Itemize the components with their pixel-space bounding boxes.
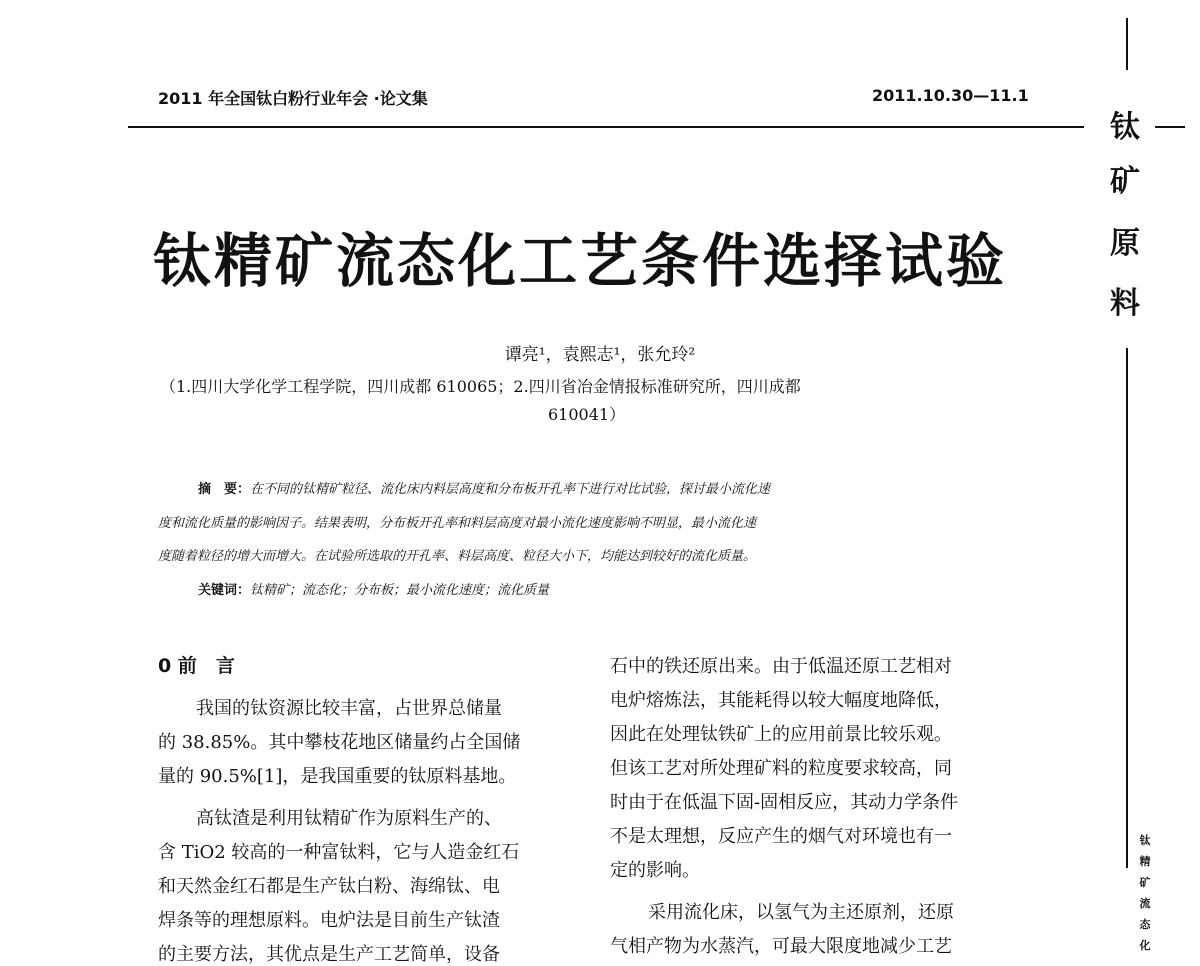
keywords-label: 关键词： <box>198 583 251 598</box>
body-line: 和天然金红石都是生产钛白粉、海绵钛、电 <box>158 876 500 897</box>
body-line: 时由于在低温下固-固相反应，其动力学条件 <box>610 792 959 813</box>
body-line: 但该工艺对所处理矿料的粒度要求较高，同 <box>610 758 952 779</box>
side-tab-line <box>1126 348 1128 868</box>
body-line: 的主要方法，其优点是生产工艺简单，设备 <box>158 944 500 965</box>
body-line: 的 38.85%。其中攀枝花地区储量约占全国储 <box>158 732 521 753</box>
body-line: 石中的铁还原出来。由于低温还原工艺相对 <box>610 656 952 677</box>
abstract-line-1 <box>198 478 770 497</box>
body-line: 焊条等的理想原料。电炉法是目前生产钛渣 <box>158 910 500 931</box>
header-rule-tab <box>1155 126 1185 128</box>
body-line: 因此在处理钛铁矿上的应用前景比较乐观。 <box>610 724 952 745</box>
body-line: 气相产物为水蒸汽，可最大限度地减少工艺 <box>610 936 952 957</box>
affiliation-line-1: （1.四川大学化学工程学院，四川成都 610065；2.四川省冶金情报标准研究所，四川成都 <box>160 377 801 396</box>
body-line: 量的 90.5%[1]，是我国重要的钛原料基地。 <box>158 766 517 787</box>
abstract-label: 摘 要： <box>198 482 251 497</box>
side-tab-char: 矿 <box>1110 164 1140 199</box>
body-line: 定的影响。 <box>610 860 700 881</box>
header-rule <box>128 126 1084 128</box>
body-line: 电炉熔炼法，其能耗得以较大幅度地降低， <box>610 690 952 711</box>
side-tab-char: 料 <box>1110 286 1140 321</box>
body-line: 含 TiO2 较高的一种富钛料，它与人造金红石 <box>158 842 520 863</box>
affiliation-line-2: 610041） <box>548 405 626 424</box>
side-running-title: 钛精矿流态化 <box>1139 834 1151 952</box>
body-line: 不是太理想，反应产生的烟气对环境也有一 <box>610 826 952 847</box>
side-tab-char: 原 <box>1110 226 1140 261</box>
abstract-line-3: 度随着粒径的增大而增大。在试验所选取的开孔率、料层高度、粒径大小下，均能达到较好的流化质量。 <box>158 549 757 564</box>
running-header-left: 2011 年全国钛白粉行业年会 ·论文集 <box>158 89 428 108</box>
paper-title: 钛精矿流态化工艺条件选择试验 <box>152 227 1007 295</box>
keywords-text: 钛精矿；流态化；分布板；最小流化速度；流化质量 <box>250 583 550 598</box>
side-tab-char: 钛 <box>1110 110 1140 145</box>
body-line: 高钛渣是利用钛精矿作为原料生产的、 <box>196 808 502 829</box>
authors: 谭亮¹，袁熙志¹，张允玲² <box>504 345 696 365</box>
abstract-text: 在不同的钛精矿粒径、流化床内料层高度和分布板开孔率下进行对比试验，探讨最小流化速 <box>250 482 771 497</box>
body-line: 采用流化床，以氢气为主还原剂，还原 <box>648 902 954 923</box>
abstract-line-2: 度和流化质量的影响因子。结果表明，分布板开孔率和料层高度对最小流化速度影响不明显，最小流化速 <box>158 516 757 531</box>
running-header-date: 2011.10.30—11.1 <box>872 86 1029 105</box>
section-heading: 0 前 言 <box>158 655 235 677</box>
body-line: 我国的钛资源比较丰富，占世界总储量 <box>196 698 502 719</box>
keywords <box>198 579 549 598</box>
side-tab-line-top <box>1126 18 1128 70</box>
